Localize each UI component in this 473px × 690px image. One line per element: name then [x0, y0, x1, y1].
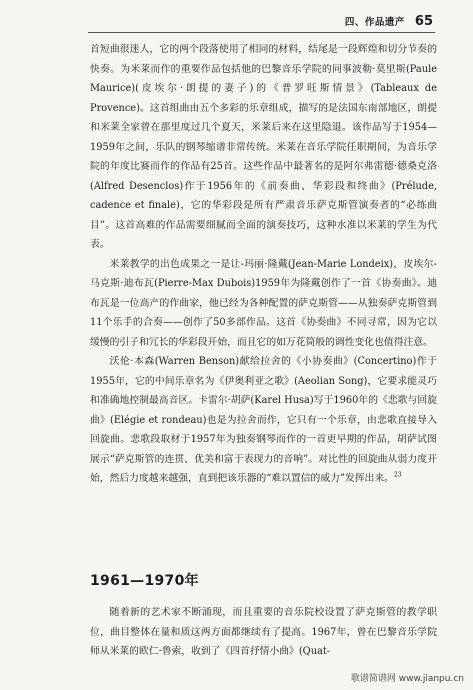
section-paragraph: 随着新的艺术家不断涌现，而且重要的音乐院校设置了萨克斯管的教学职位，曲目整体在量和质这两方面都继续有了提高。1967年，曾在巴黎音乐学院师从米莱的欧仁·鲁索，收到了《四首抒情小曲》(Quat- [90, 607, 437, 657]
paragraph-3 [90, 352, 437, 489]
paragraph-3-text: 沃伦·本森(Warren Benson)献给拉舍的《小协奏曲》(Concertino)作于1955年，它的中间乐章名为《伊奥利亚之歌》(Aeolian Song)，它要求能灵巧和准确地控制最高音区。卡雷尔·胡萨(Karel Husa)写于1960年的《悲歌与回旋曲》(Elégie et rondeau)也是为拉舍而作，它只有一个乐章，由悲歌直接导入回旋曲。悲歌段取材于1957年为独奏钢琴而作的一首更早期的作品，胡萨试图展示“萨克斯管的连贯、优美和富于表现力的音响”。对比性的回旋曲从弱力度开始，然后力度越来越强，直到把该乐器的“难以置信的威力”发挥出来。 [90, 356, 437, 484]
page-number: 65 [414, 14, 433, 29]
header-rule [88, 32, 435, 33]
site-watermark: 歌谱简谱网 www.jianpu.cn [348, 670, 467, 685]
main-text [90, 40, 437, 489]
chapter-title: 四、作品遗产 [344, 17, 405, 28]
section-heading: 1961—1970年 [90, 573, 199, 589]
running-header [0, 14, 433, 34]
paragraph-2: 米莱教学的出色成果之一是让-玛丽·隆戴(Jean-Marie Londeix)，皮埃尔-马克斯·迪布瓦(Pierre-Max Dubois)1959年为隆戴创作了一首《协奏曲》。迪布瓦是一位高产的作曲家，他已经为各种配置的萨克斯管——从独奏萨克斯管到11个乐手的合奏——创作了50多部作品。这首《协奏曲》不同寻常，因为它以缓慢的引子和冗长的华彩段开始，而且它的如万花筒般的调性变化也值得注意。 [90, 258, 437, 348]
footnote-marker: 23 [393, 471, 402, 479]
paragraph-1: 首短曲很迷人，它的两个段落使用了相同的材料，结尾是一段辉煌和切分节奏的快奏。为米莱而作的重要作品包括他的巴黎音乐学院的同事波勒·莫里斯(Paule Maurice)(皮埃尔·朗提的妻子)的《普罗旺斯情景》(Tableaux de Provence)。这首组曲由五个多彩的乐章组成，描写的是法国东南部地区，朗提和米莱全家曾在那里度过几个夏天，米莱后来在这里隐退。该作品写于1954—1959年之间，乐队的钢琴缩谱非常传统。米莱在音乐学院任职期间，为音乐学院的年度比赛而作的作品有25首。这些作品中最著名的是阿尔弗雷德·德桑克洛(Alfred Desenclos)作于1956年的《前奏曲、华彩段和终曲》(Prélude, cadence et finale)，它的华彩段是所有严肃音乐萨克斯管演奏者的“必练曲目”。这首高难的作品需要细腻而全面的演奏技巧，这种水准以米莱的学生为代表。 [90, 44, 437, 250]
section-text [90, 603, 437, 662]
